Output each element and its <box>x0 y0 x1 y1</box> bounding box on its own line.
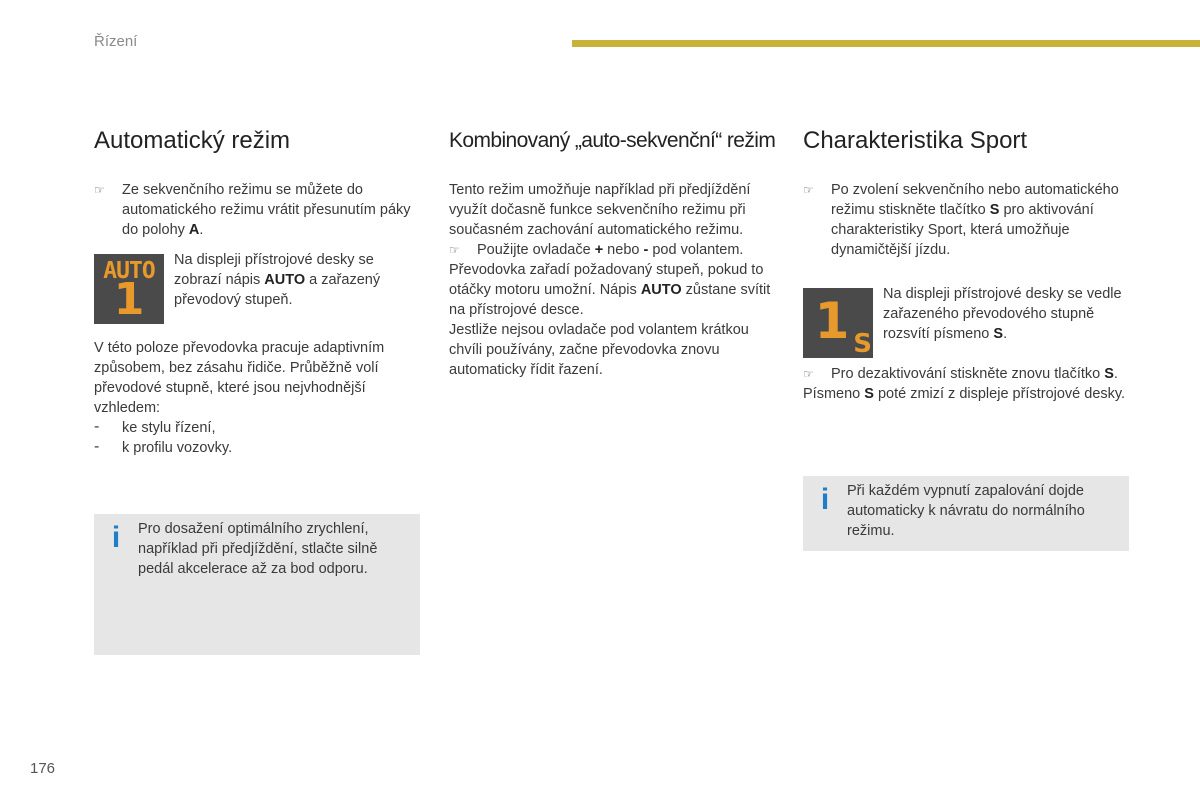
bullet-text: Použijte ovladače + nebo - pod volantem. <box>477 242 744 258</box>
dash-marker: - <box>94 418 100 435</box>
figure-caption: Na displeji přístrojové desky se zobrazí nápis AUTO a zařazený převodový stupeň. <box>174 252 381 308</box>
paragraph-gear-selection: Převodovka zařadí požadovaný stupeň, pokud to otáčky motoru umožní. Nápis AUTO zůstane svítit na přístrojové desce. <box>449 262 771 318</box>
pointing-hand-icon: ☞ <box>803 183 814 197</box>
sport-display-image <box>803 288 873 358</box>
list-item <box>94 438 420 458</box>
info-box-ignition <box>803 476 1129 551</box>
figure-caption: Na displeji přístrojové desky se vedle zařazeného převodového stupně rozsvítí písmeno S. <box>883 286 1122 342</box>
bullet-text: Po zvolení sekvenčního nebo automatického režimu stiskněte tlačítko S pro aktivování charakteristiky Sport, která umožňuje dynamičtější jízdu. <box>831 182 1119 258</box>
bullet-item <box>803 180 1129 260</box>
info-icon: i <box>111 521 121 554</box>
display-gear-number: 1 <box>814 292 850 350</box>
paragraph-intro: Tento režim umožňuje například při předjíždění využít dočasně funkce sekvenčního režimu při současném zachování automatického režimu. <box>449 182 751 238</box>
column-automatic-mode <box>94 124 420 458</box>
bullet-item <box>94 180 420 240</box>
info-box-acceleration <box>94 514 420 655</box>
dash-marker: - <box>94 438 100 455</box>
list-item-text: k profilu vozovky. <box>122 440 233 456</box>
bullet-item <box>803 364 1129 384</box>
figure-auto-display <box>94 250 420 324</box>
bullet-text: Pro dezaktivování stiskněte znovu tlačítko S. <box>831 366 1118 382</box>
header-accent-bar <box>572 40 1200 47</box>
list-item-text: ke stylu řízení, <box>122 420 216 436</box>
pointing-hand-icon: ☞ <box>94 183 105 197</box>
paragraph-return-auto: Jestliže nejsou ovladače pod volantem krátkou chvíli používány, začne převodovka znovu automaticky řídit řazení. <box>449 322 749 378</box>
heading-automatic-mode: Automatický režim <box>94 127 291 154</box>
info-icon: i <box>820 483 830 516</box>
pointing-hand-icon: ☞ <box>803 367 814 381</box>
bullet-text: Ze sekvenčního režimu se můžete do automatického režimu vrátit přesunutím páky do polohy A. <box>122 182 411 238</box>
list-item <box>94 418 420 438</box>
heading-sport: Charakteristika Sport <box>803 127 1028 154</box>
page-number: 176 <box>30 760 56 777</box>
heading-auto-sequential: Kombinovaný „auto-sekvenční“ režim <box>449 129 776 152</box>
figure-sport-display <box>803 284 1129 358</box>
bullet-item <box>449 240 779 260</box>
column-auto-sequential <box>449 124 779 380</box>
column-sport <box>803 124 1129 404</box>
info-text: Pro dosažení optimálního zrychlení, například při předjíždění, stlačte silně pedál akcelerace až za bod odporu. <box>138 521 378 577</box>
paragraph-sport-off: Písmeno S poté zmizí z displeje přístrojové desky. <box>803 386 1126 402</box>
auto-display-image <box>94 254 164 324</box>
display-gear-number: 1 <box>113 274 145 325</box>
info-text: Při každém vypnutí zapalování dojde automaticky k návratu do normálního režimu. <box>847 483 1085 539</box>
display-auto-label: AUTO <box>103 258 155 284</box>
paragraph-adaptive: V této poloze převodovka pracuje adaptivním způsobem, bez zásahu řidiče. Průběžně volí převodové stupně, které jsou nejvhodnější vzhledem: <box>94 340 385 416</box>
display-sport-letter: S <box>853 329 872 359</box>
section-title: Řízení <box>94 33 138 50</box>
pointing-hand-icon: ☞ <box>449 243 460 257</box>
